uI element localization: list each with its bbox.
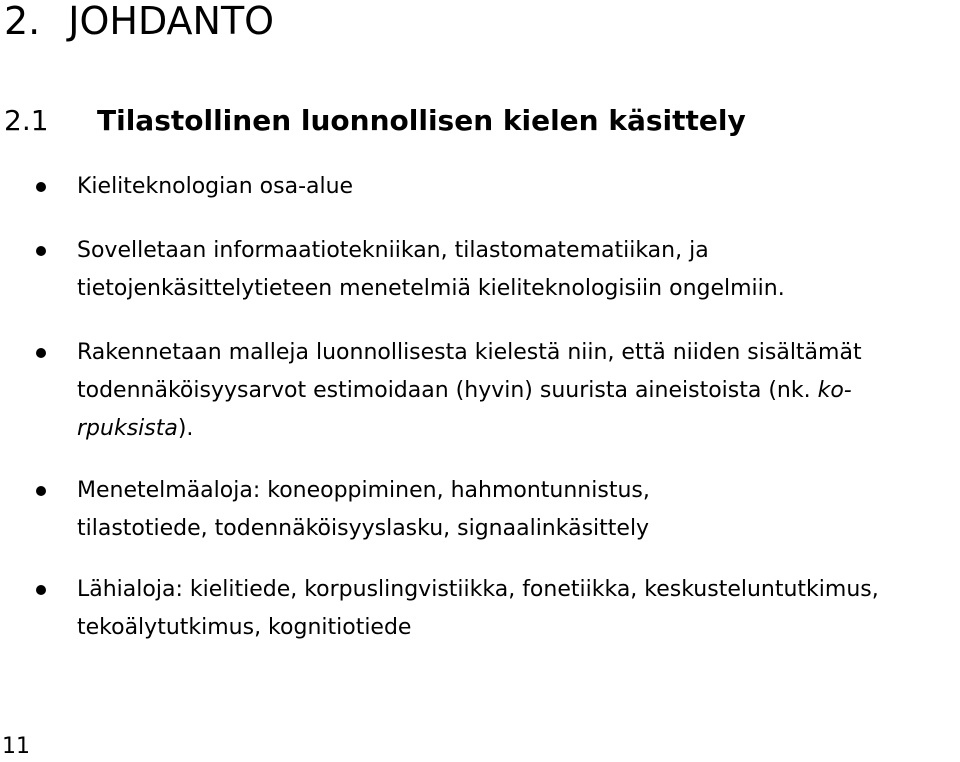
- bullet-italic-text: rpuksista: [77, 416, 178, 441]
- bullet-text: Lähialoja: kielitiede, korpuslingvistiikka, fonetiikka, keskusteluntutkimus,: [77, 577, 879, 602]
- list-item: [77, 168, 960, 206]
- bullet-icon: [36, 486, 46, 496]
- list-item: [77, 472, 960, 548]
- bullet-italic-text: ko-: [817, 378, 852, 403]
- list-item: [77, 232, 960, 308]
- bullet-text-line: [77, 372, 960, 410]
- bullet-text-line: [77, 410, 960, 448]
- section-title: [4, 101, 746, 141]
- bullet-text: Kieliteknologian osa-alue: [77, 174, 354, 199]
- bullet-text: ).: [177, 416, 194, 441]
- list-item: [77, 334, 960, 448]
- bullet-icon: [36, 585, 46, 595]
- bullet-text: todennäköisyysarvot estimoidaan (hyvin) suurista aineistoista (nk.: [77, 378, 818, 403]
- page-number: 11: [2, 734, 30, 759]
- chapter-title: [4, 0, 274, 44]
- list-item: [77, 571, 960, 647]
- bullet-text: Rakennetaan malleja luonnollisesta kielestä niin, että niiden sisältämät: [77, 340, 862, 365]
- bullet-icon: [36, 246, 46, 256]
- bullet-text: tekoälytutkimus, kognitiotiede: [77, 615, 412, 640]
- chapter-title-text: JOHDANTO: [68, 0, 275, 43]
- section-number: 2.1: [4, 104, 49, 137]
- chapter-number: 2.: [4, 0, 41, 43]
- bullet-text: Sovelletaan informaatiotekniikan, tilastomatematiikan, ja: [77, 238, 709, 263]
- bullet-text: tilastotiede, todennäköisyyslasku, signaalinkäsittely: [77, 516, 650, 541]
- bullet-text: tietojenkäsittelytieteen menetelmiä kieliteknologisiin ongelmiin.: [77, 276, 785, 301]
- section-title-text: Tilastollinen luonnollisen kielen käsittely: [97, 104, 746, 137]
- bullet-text: Menetelmäaloja: koneoppiminen, hahmontunnistus,: [77, 478, 650, 503]
- bullet-icon: [36, 182, 46, 192]
- bullet-icon: [36, 348, 46, 358]
